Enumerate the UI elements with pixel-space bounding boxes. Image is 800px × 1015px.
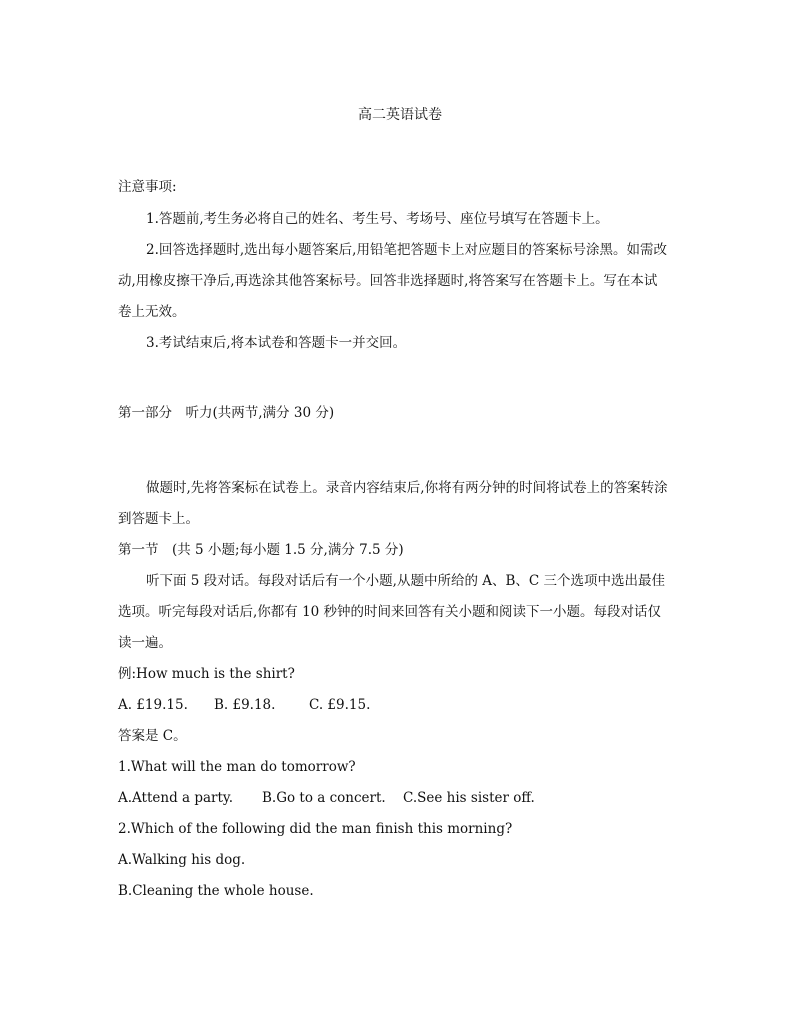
notice-item-1: 1.答题前,考生务必将自己的姓名、考生号、考场号、座位号填写在答题卡上。 xyxy=(146,211,609,227)
example-answer: 答案是 C。 xyxy=(118,728,187,744)
example-question: 例:How much is the shirt? xyxy=(118,666,295,682)
question-2: 2.Which of the following did the man finish this morning? xyxy=(118,821,513,837)
part-1-heading: 第一部分 听力(共两节,满分 30 分) xyxy=(118,405,335,421)
question-1-option-c: C.See his sister off. xyxy=(403,790,535,806)
part-1-intro-line-1: 做题时,先将答案标在试卷上。录音内容结束后,你将有两分钟的时间将试卷上的答案转涂 xyxy=(146,480,668,496)
page-title: 高二英语试卷 xyxy=(358,107,442,123)
notice-heading: 注意事项: xyxy=(118,179,177,195)
section-1-line-1: 听下面 5 段对话。每段对话后有一个小题,从题中所给的 A、B、C 三个选项中选出最佳 xyxy=(146,573,666,589)
section-1-line-3: 读一遍。 xyxy=(118,635,172,651)
part-1-intro-line-2: 到答题卡上。 xyxy=(118,511,199,527)
question-2-option-a: A.Walking his dog. xyxy=(118,852,246,868)
question-1-option-a: A.Attend a party. xyxy=(118,790,234,806)
question-1: 1.What will the man do tomorrow? xyxy=(118,759,356,775)
question-1-option-b: B.Go to a concert. xyxy=(262,790,386,806)
notice-item-3: 3.考试结束后,将本试卷和答题卡一并交回。 xyxy=(146,335,407,351)
section-1-line-2: 选项。听完每段对话后,你都有 10 秒钟的时间来回答有关小题和阅读下一小题。每段对话仅 xyxy=(118,604,662,620)
notice-item-2-line-1: 2.回答选择题时,选出每小题答案后,用铅笔把答题卡上对应题目的答案标号涂黑。如需改 xyxy=(146,242,667,258)
notice-item-2-line-3: 卷上无效。 xyxy=(118,304,186,320)
section-1-heading: 第一节 (共 5 小题;每小题 1.5 分,满分 7.5 分) xyxy=(118,542,404,558)
question-2-option-b: B.Cleaning the whole house. xyxy=(118,883,314,899)
example-option-a: A. £19.15. xyxy=(118,697,188,713)
example-option-c: C. £9.15. xyxy=(309,697,371,713)
example-option-b: B. £9.18. xyxy=(214,697,276,713)
notice-item-2-line-2: 动,用橡皮擦干净后,再选涂其他答案标号。回答非选择题时,将答案写在答题卡上。写在本试 xyxy=(118,273,658,289)
